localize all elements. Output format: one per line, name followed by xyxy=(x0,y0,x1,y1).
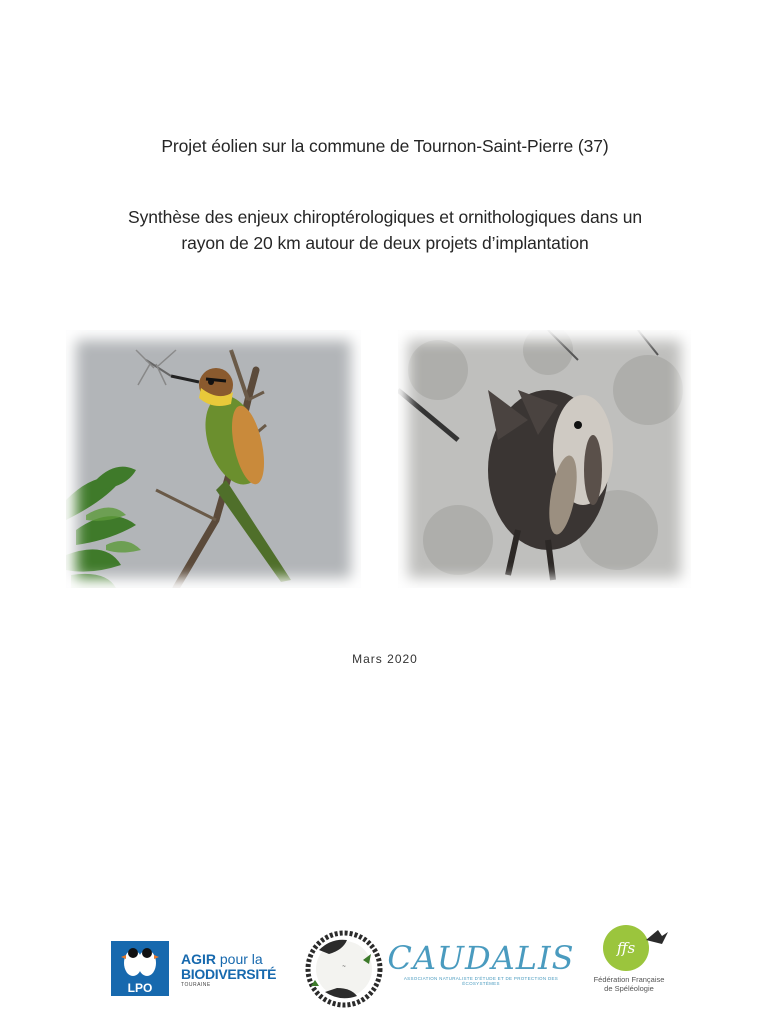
groupe-mammalogique-logo xyxy=(305,930,383,1008)
subtitle-line-2: rayon de 20 km autour de deux projets d’implantation xyxy=(181,233,589,253)
ffs-name-line-2: de Spéléologie xyxy=(604,984,654,993)
caudalis-wordmark: CAUDALIS xyxy=(387,939,575,977)
agir-pour-la: pour la xyxy=(219,951,263,967)
agir-word: AGIR xyxy=(181,951,216,967)
document-date: Mars 2020 xyxy=(352,652,418,666)
agir-touraine: TOURAINE xyxy=(181,982,211,988)
lpo-logo xyxy=(111,941,169,996)
ffs-logo xyxy=(584,922,674,1002)
bat-silhouette-icon xyxy=(646,930,668,944)
document-title: Projet éolien sur la commune de Tournon-Saint-Pierre (37) xyxy=(161,136,609,156)
svg-text:~: ~ xyxy=(342,964,346,970)
caudalis-logo xyxy=(386,940,576,996)
bat-photo xyxy=(398,330,691,588)
lpo-text: LPO xyxy=(127,981,153,995)
bee-eater-photo xyxy=(66,330,361,588)
svg-text:ffs: ffs xyxy=(616,939,636,957)
document-subtitle xyxy=(0,204,770,256)
ffs-name-line-1: Fédération Française xyxy=(593,975,665,984)
agir-biodiversite-logo xyxy=(181,952,291,994)
agir-biodiversite: BIODIVERSITÉ xyxy=(181,966,277,982)
caudalis-tagline: ASSOCIATION NATURALISTE D'ÉTUDE ET DE PROTECTION DES ÉCOSYSTÈMES xyxy=(403,976,559,986)
subtitle-line-1: Synthèse des enjeux chiroptérologiques et ornithologiques dans un xyxy=(128,207,642,227)
